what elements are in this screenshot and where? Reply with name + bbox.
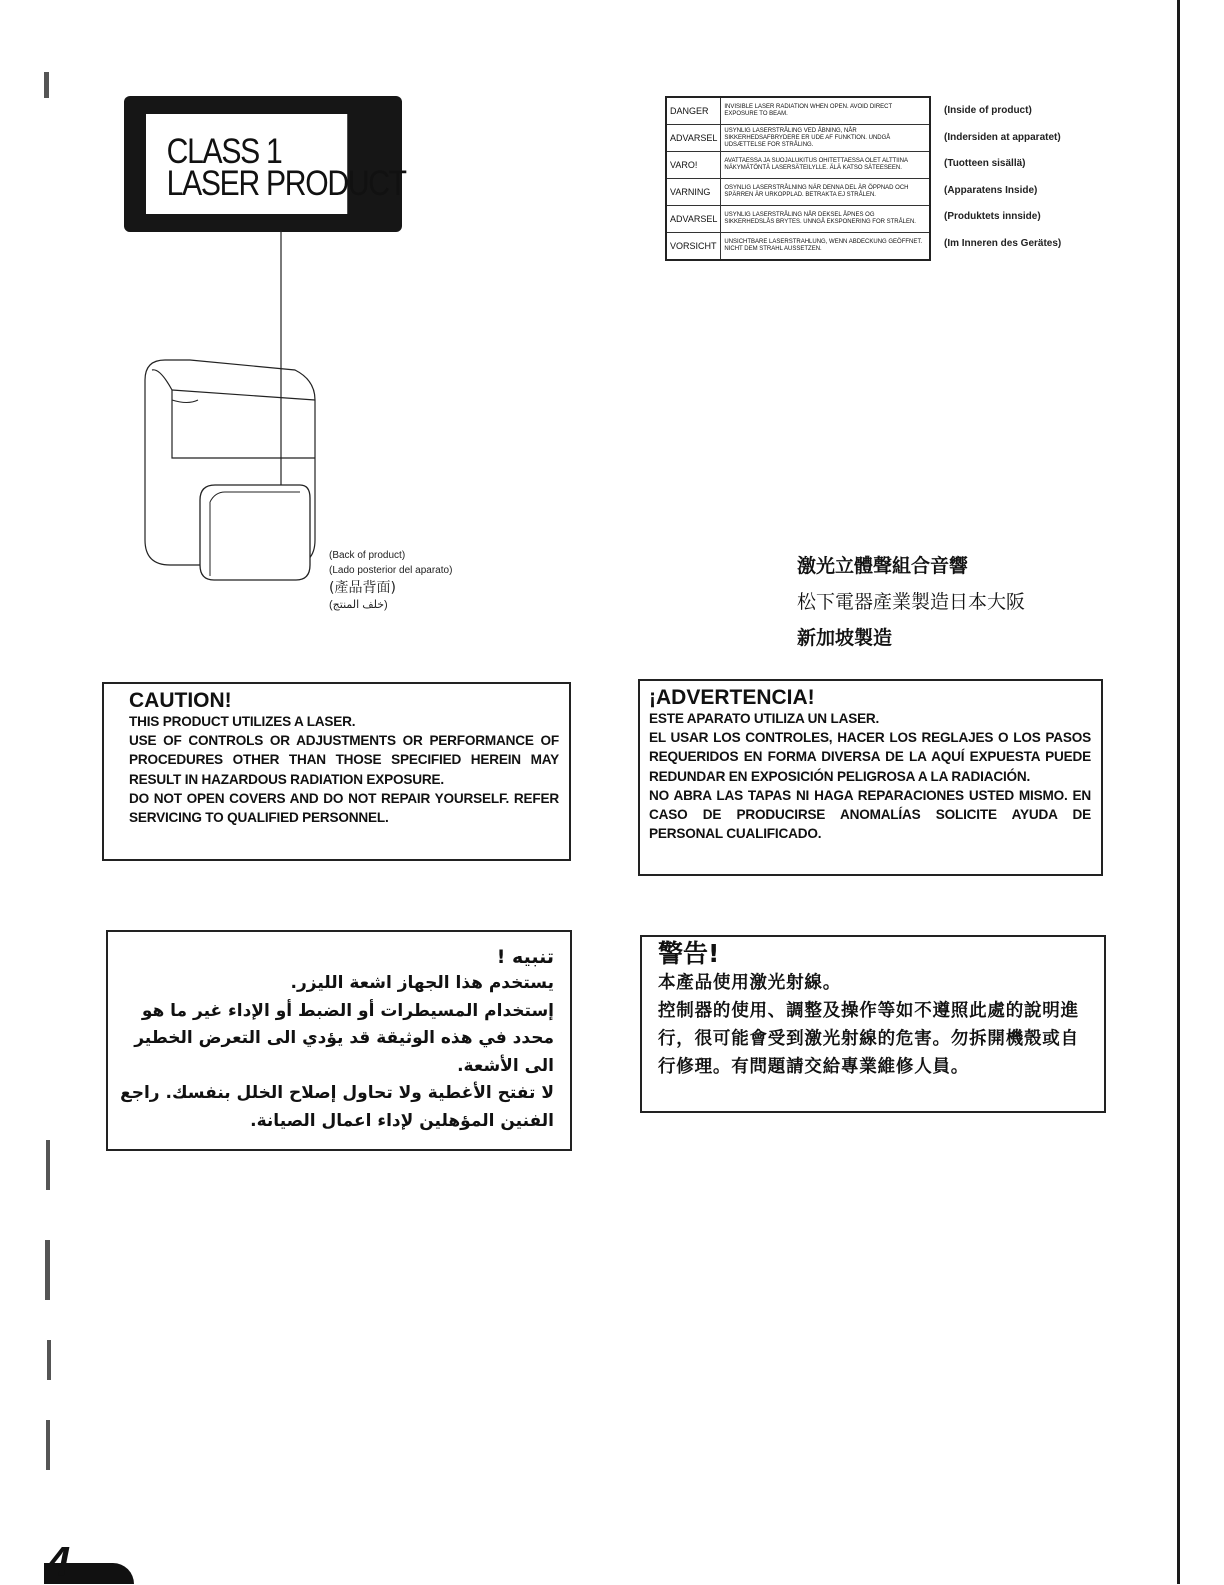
chinese-line: 本產品使用激光射線。 bbox=[658, 973, 841, 993]
warning-table-row bbox=[666, 206, 930, 233]
cn-note-line2: 松下電器產業製造日本大阪 bbox=[797, 591, 1026, 613]
warning-label: VORSICHT bbox=[666, 233, 721, 261]
laser-label-line1: CLASS 1 bbox=[166, 132, 282, 171]
warning-table-row bbox=[666, 97, 930, 125]
caution-line: THIS PRODUCT UTILIZES A LASER. bbox=[129, 714, 356, 729]
warning-text: UNSICHTBARE LASERSTRAHLUNG, WENN ABDECKUNG GEÖFFNET. NICHT DEM STRAHL AUSSETZEN. bbox=[721, 233, 930, 261]
warning-text: AVATTAESSA JA SUOJALUKITUS OHITETTAESSA OLET ALTTIINA NÄKYMÄTÖNTÄ LASERSÄTEILYLLE. ÄLÄ KATSO SÄTEESEEN. bbox=[721, 152, 930, 179]
caution-line: DO NOT OPEN COVERS AND DO NOT REPAIR YOURSELF. REFER SERVICING TO QUALIFIED PERSONNEL. bbox=[129, 790, 559, 826]
device-front-edge bbox=[152, 370, 315, 458]
arabic-title: تنبيه ! bbox=[496, 946, 554, 968]
warning-label: VARNING bbox=[666, 179, 721, 206]
arabic-line: يستخدم هذا الجهاز اشعة الليزر. bbox=[290, 973, 554, 993]
warning-text: INVISIBLE LASER RADIATION WHEN OPEN. AVOID DIRECT EXPOSURE TO BEAM. bbox=[721, 97, 930, 125]
caution-body bbox=[129, 712, 559, 827]
caution-box-english bbox=[102, 682, 571, 861]
scan-mark bbox=[47, 1340, 51, 1380]
device-top-edge bbox=[172, 390, 315, 400]
caution-box-arabic bbox=[106, 930, 572, 1151]
warning-location: (Tuotteen sisällä) bbox=[944, 158, 1026, 170]
warning-table-row bbox=[666, 179, 930, 206]
arabic-line: إستخدام المسيطرات أو الضبط أو الإداء غير ما هو محدد في هذه الوثيقة قد يؤدي الى التعرض الخطير الى الأشعة. bbox=[134, 1000, 554, 1076]
warning-label: ADVARSEL bbox=[666, 125, 721, 152]
cn-note-line3: 新加坡製造 bbox=[797, 627, 893, 649]
warning-label: VARO! bbox=[666, 152, 721, 179]
warning-location: (Inside of product) bbox=[944, 105, 1032, 116]
laser-warning-table bbox=[665, 96, 931, 261]
advertencia-line: NO ABRA LAS TAPAS NI HAGA REPARACIONES USTED MISMO. EN CASO DE PRODUCIRSE ANOMALÍAS SOLICITE AYUDA DE PERSONAL CUALIFICADO. bbox=[649, 787, 1091, 842]
scan-mark bbox=[44, 72, 49, 98]
warning-text: USYNLIG LASERSTRÅLING NÅR DEKSEL ÅPNES OG SIKKERHEDSLÅS BRYTES. UNNGÅ EKSPONERING FOR STRÅLEN. bbox=[721, 206, 930, 233]
warning-location: (Indersiden at apparatet) bbox=[944, 131, 1061, 143]
back-of-product-caption bbox=[329, 548, 452, 613]
page-edge-line bbox=[1177, 0, 1180, 1584]
back-panel-box bbox=[200, 485, 310, 580]
caution-title: CAUTION! bbox=[129, 689, 232, 712]
class1-laser-label-text bbox=[146, 114, 406, 214]
product-back-illustration bbox=[130, 230, 330, 590]
caption-ar: (خلف المنتج) bbox=[329, 599, 388, 611]
warning-text: OSYNLIG LASERSTRÅLNING NÄR DENNA DEL ÄR ÖPPNAD OCH SPÄRREN ÄR URKOPPLAD. BETRAKTA EJ STRÅLEN. bbox=[721, 179, 930, 206]
warning-label: ADVARSEL bbox=[666, 206, 721, 233]
laser-label-line2: LASER PRODUCT bbox=[166, 164, 406, 203]
chinese-line: 控制器的使用、調整及操作等如不遵照此處的說明進行，很可能會受到激光射線的危害。勿拆開機殼或自行修理。有問題請交給專業維修人員。 bbox=[658, 1001, 1079, 1077]
warning-text: USYNLIG LASERSTRÅLING VED ÅBNING, NÅR SIKKERHEDSAFBRYDERE ER UDE AF FUNKTION. UNDGÅ UDSÆTTELSE FOR STRÅLING. bbox=[721, 125, 930, 152]
warning-location-list bbox=[944, 98, 1061, 258]
caution-box-chinese bbox=[640, 935, 1106, 1113]
scan-mark bbox=[46, 1420, 50, 1470]
warning-label: DANGER bbox=[666, 97, 721, 125]
caption-en: (Back of product) bbox=[329, 550, 406, 561]
chinese-product-note bbox=[797, 548, 1025, 656]
device-detail bbox=[172, 400, 198, 403]
caption-zh: (產品背面) bbox=[329, 580, 396, 596]
warning-location: (Produktets innside) bbox=[944, 211, 1041, 223]
warning-location: (Apparatens Inside) bbox=[944, 184, 1038, 196]
warning-table-row bbox=[666, 233, 930, 261]
arabic-body bbox=[120, 970, 554, 1136]
caption-es: (Lado posterior del aparato) bbox=[329, 565, 453, 576]
scan-mark bbox=[46, 1140, 50, 1190]
advertencia-body bbox=[649, 709, 1091, 843]
arabic-line: لا تفتح الأغطية ولا تحاول إصلاح الخلل بنفسك. راجع الفنين المؤهلين لإداء اعمال الصيانة. bbox=[120, 1083, 554, 1131]
page-number: 4 bbox=[47, 1538, 71, 1585]
chinese-title: 警告! bbox=[658, 939, 720, 968]
scan-mark bbox=[45, 1240, 50, 1300]
advertencia-title: ¡ADVERTENCIA! bbox=[649, 686, 815, 709]
advertencia-line: ESTE APARATO UTILIZA UN LASER. bbox=[649, 711, 880, 726]
warning-table-row bbox=[666, 125, 930, 152]
caution-box-spanish bbox=[638, 679, 1103, 876]
chinese-body bbox=[658, 969, 1094, 1081]
caution-line: USE OF CONTROLS OR ADJUSTMENTS OR PERFORMANCE OF PROCEDURES OTHER THAN THOSE SPECIFIED HEREIN MAY RESULT IN HAZARDOUS RADIATION EXPOSURE. bbox=[129, 733, 559, 787]
class1-laser-label bbox=[124, 96, 406, 232]
advertencia-line: EL USAR LOS CONTROLES, HACER LOS REGLAJES O LOS PASOS REQUERIDOS EN FORMA DIVERSA DE LA AQUÍ EXPUESTA PUEDE REDUNDAR EN EXPOSICIÓN PELIGROSA A LA RADIACIÓN. bbox=[649, 730, 1091, 784]
cn-note-line1: 激光立體聲組合音響 bbox=[797, 555, 969, 577]
warning-table-row bbox=[666, 152, 930, 179]
warning-location: (Im Inneren des Gerätes) bbox=[944, 237, 1062, 249]
